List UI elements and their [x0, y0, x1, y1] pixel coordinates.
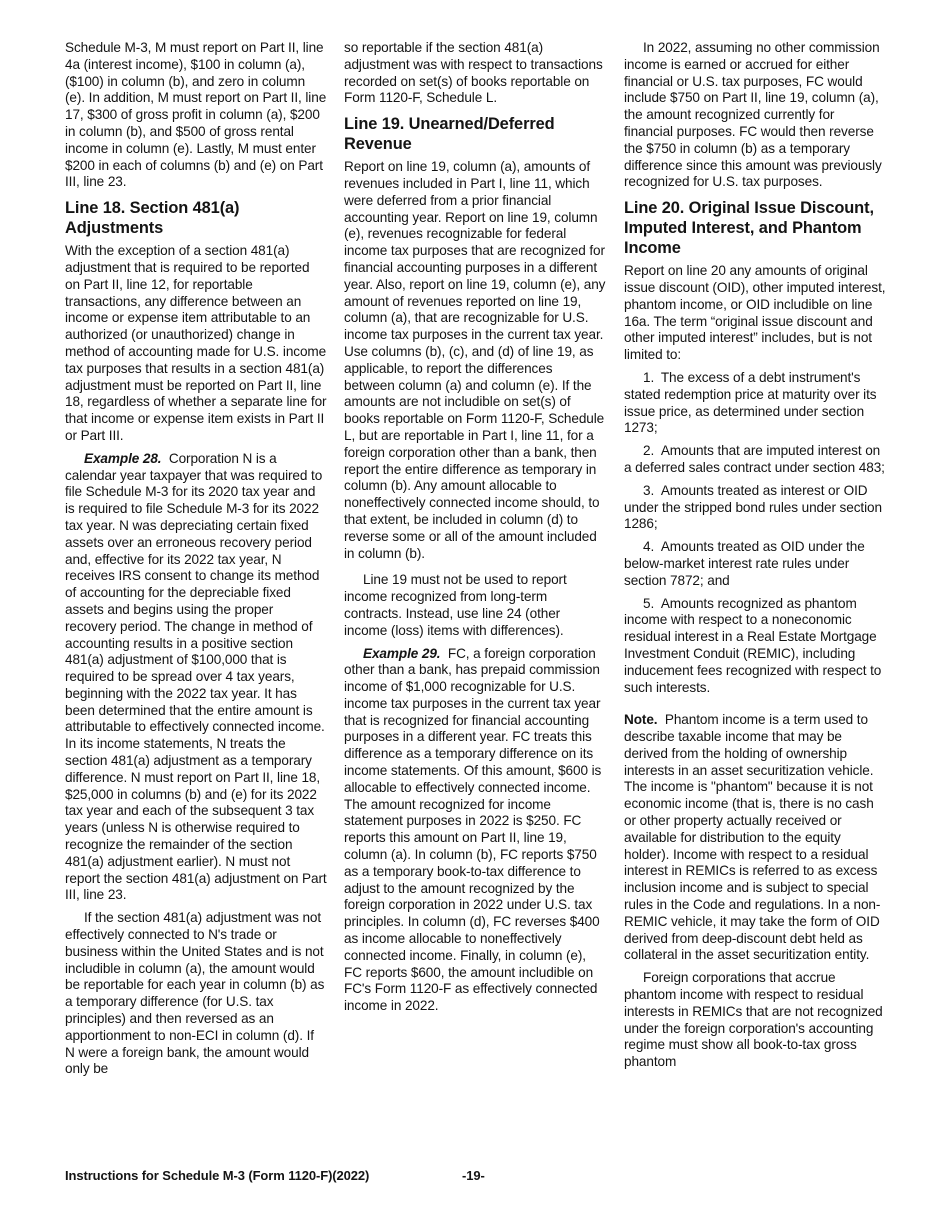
note-text: Phantom income is a term used to describe taxable income that may be derived from the holding of ownership interests in an asset securitization vehicle. The income is "phantom" because it is not economic income (that is, there is no cash or other property actually received or available for distribution to the equity holder). Income with respect to a residual interest in REMICs is referred to as excess inclusion income and is subject to special rules in the Code and regulations. In a non-REMIC vehicle, it may take the form of OID derived from deep-discount debt held as collateral in the asset securitization entity. — [624, 712, 881, 963]
paragraph: Line 19 must not be used to report income recognized from long-term contracts. Instead, use line 24 (other income (loss) items with differences). — [344, 572, 567, 638]
list-item: 5. Amounts recognized as phantom income with respect to a noneconomic residual interest in a Real Estate Mortgage Investment Conduit (REMIC), including inducement fees recognized with respect to such interests. — [624, 595, 882, 695]
paragraph: If the section 481(a) adjustment was not effectively connected to N's trade or business within the United States and is not includible in column (a), the amount would be reportable for each year in column (b) as a temporary difference (for U.S. tax principles) and then reversed as an apportionment to non-ECI in column (d). If N were a foreign bank, the amount would only be — [65, 910, 325, 1077]
paragraph: In 2022, assuming no other commission income is earned or accrued for either financial or U.S. tax purposes, FC would include $750 on Part II, line 19, column (a), the amount recognized currently for financial purposes. FC would then reverse the $750 in column (b) as a temporary difference since this amount was previously recognized for U.S. tax purposes. — [624, 40, 882, 190]
example-text: FC, a foreign corporation other than a bank, has prepaid commission income of $1,000 recognizable for U.S. income tax purposes in the current tax year that is recognized for financial accounting purposes in a different year. FC treats this difference as a temporary difference on its income statements. Of this amount, $600 is allocable to effectively connected income. The amount recognized for income statement purposes in 2022 is $250. FC reports this amount on Part II, line 19, column (a). In column (b), FC reports $750 as a temporary book-to-tax difference to adjust to the amount recognized by the foreign corporation in 2022 under U.S. tax principles. In column (d), FC reverses $400 as income allocable to noneffectively connected income. Finally, in column (e), FC reports $600, the amount includible on FC's Form 1120-F as effectively connected income in 2022. — [344, 645, 602, 1014]
list-item: 1. The excess of a debt instrument's stated redemption price at maturity over its issue price, as determined under section 1273; — [624, 369, 877, 436]
column-middle — [344, 40, 606, 1021]
example-label: Example 29. — [363, 645, 441, 661]
footer-title: Instructions for Schedule M-3 (Form 1120-F)(2022) — [65, 1168, 370, 1183]
example-label: Example 28. — [84, 450, 162, 466]
example-29 — [344, 646, 606, 1016]
heading-line-20: Line 20. Original Issue Discount, Imputed Interest, and Phantom Income — [624, 199, 874, 258]
paragraph: so reportable if the section 481(a) adjustment was with respect to transactions recorded on set(s) of books reportable on Form 1120-F, Schedule L. — [344, 40, 603, 106]
page-number: -19- — [462, 1168, 485, 1183]
example-text: Corporation N is a calendar year taxpayer that was required to file Schedule M-3 for its 2020 tax year and is required to file Schedule M-3 for its 2022 tax year. N was depreciating certain fixed assets over an erroneous recovery period and, effective for its 2022 tax year, N receives IRS consent to change its method of accounting for the depreciable fixed assets and begins using the proper recovery period. The change in method of accounting results in a positive section 481(a) adjustment of $100,000 that is required to be spread over 4 tax years, beginning with the 2022 tax year. It has been determined that the entire amount is attributable to effectively connected income. In its income statements, N treats the section 481(a) adjustment as a temporary difference. N must report on Part II, line 18, $25,000 in columns (b) and (e) for its 2022 tax year and each of the subsequent 3 tax years (unless N is otherwise required to recognize the remainder of the section 481(a) adjustment earlier). N must not report the section 481(a) adjustment on Part III, line 23. — [65, 450, 327, 903]
paragraph: Report on line 20 any amounts of original issue discount (OID), other imputed interest, phantom income, or OID includible on line 16a. The term “original issue discount and other imputed interest” includes, but is not limited to: — [624, 263, 886, 363]
paragraph: Report on line 19, column (a), amounts of revenues included in Part I, line 11, which were deferred from a prior financial accounting year. Report on line 19, column (e), revenues recognizable for federal income tax purposes that are recognized for financial accounting purposes in a different year. Also, report on line 19, column (e), any amount of revenues reported on line 19, column (a), that are recognizable for U.S. income tax purposes in the current tax year. Use columns (b), (c), and (d) of line 19, as applicable, to report the differences between column (a) and column (e). If the amounts are not includible on set(s) of books reportable on Form 1120-F, Schedule L, but are reportable in Part I, line 11, for a foreign corporation other than a bank, then report the entire difference as temporary in column (b). Any amount allocable to noneffectively connected income should, to that extent, be included in column (d) to reverse some or all of the amount included in column (b). — [344, 159, 606, 561]
note — [624, 712, 886, 964]
note-label: Note. — [624, 712, 658, 728]
column-left — [65, 40, 327, 1084]
paragraph: Foreign corporations that accrue phantom income with respect to residual interests in REMICs that are not recognized under the foreign corporation's accounting regime must show all book-to-tax gross phantom — [624, 970, 883, 1070]
heading-line-19: Line 19. Unearned/Deferred Revenue — [344, 115, 555, 154]
paragraph: With the exception of a section 481(a) adjustment that is required to be reported on Part II, line 12, for reportable transactions, any difference between an income or expense item attributable to an authorized (or unauthorized) change in method of accounting made for U.S. income tax purposes that results in a section 481(a) adjustment must be reported on Part II, line 18, regardless of whether a separate line for that income or expense item exists in Part II or Part III. — [65, 243, 327, 443]
paragraph: Schedule M-3, M must report on Part II, line 4a (interest income), $100 in column (a), ($100) in column (b), and zero in column (e). In addition, M must report on Part II, line 17, $300 of gross profit in column (a), $200 in column (b), and $500 of gross rental income in column (e). Lastly, M must enter $200 in each of columns (b) and (e) on Part III, line 23. — [65, 40, 327, 190]
list-item: 4. Amounts treated as OID under the below-market interest rate rules under section 7872; and — [624, 539, 865, 588]
heading-line-18: Line 18. Section 481(a) Adjustments — [65, 199, 240, 238]
example-28 — [65, 451, 327, 905]
list-item: 2. Amounts that are imputed interest on a deferred sales contract under section 483; — [624, 443, 885, 475]
list-item: 3. Amounts treated as interest or OID under the stripped bond rules under section 1286; — [624, 482, 882, 532]
column-right — [624, 40, 886, 1077]
page-footer — [65, 1168, 905, 1183]
